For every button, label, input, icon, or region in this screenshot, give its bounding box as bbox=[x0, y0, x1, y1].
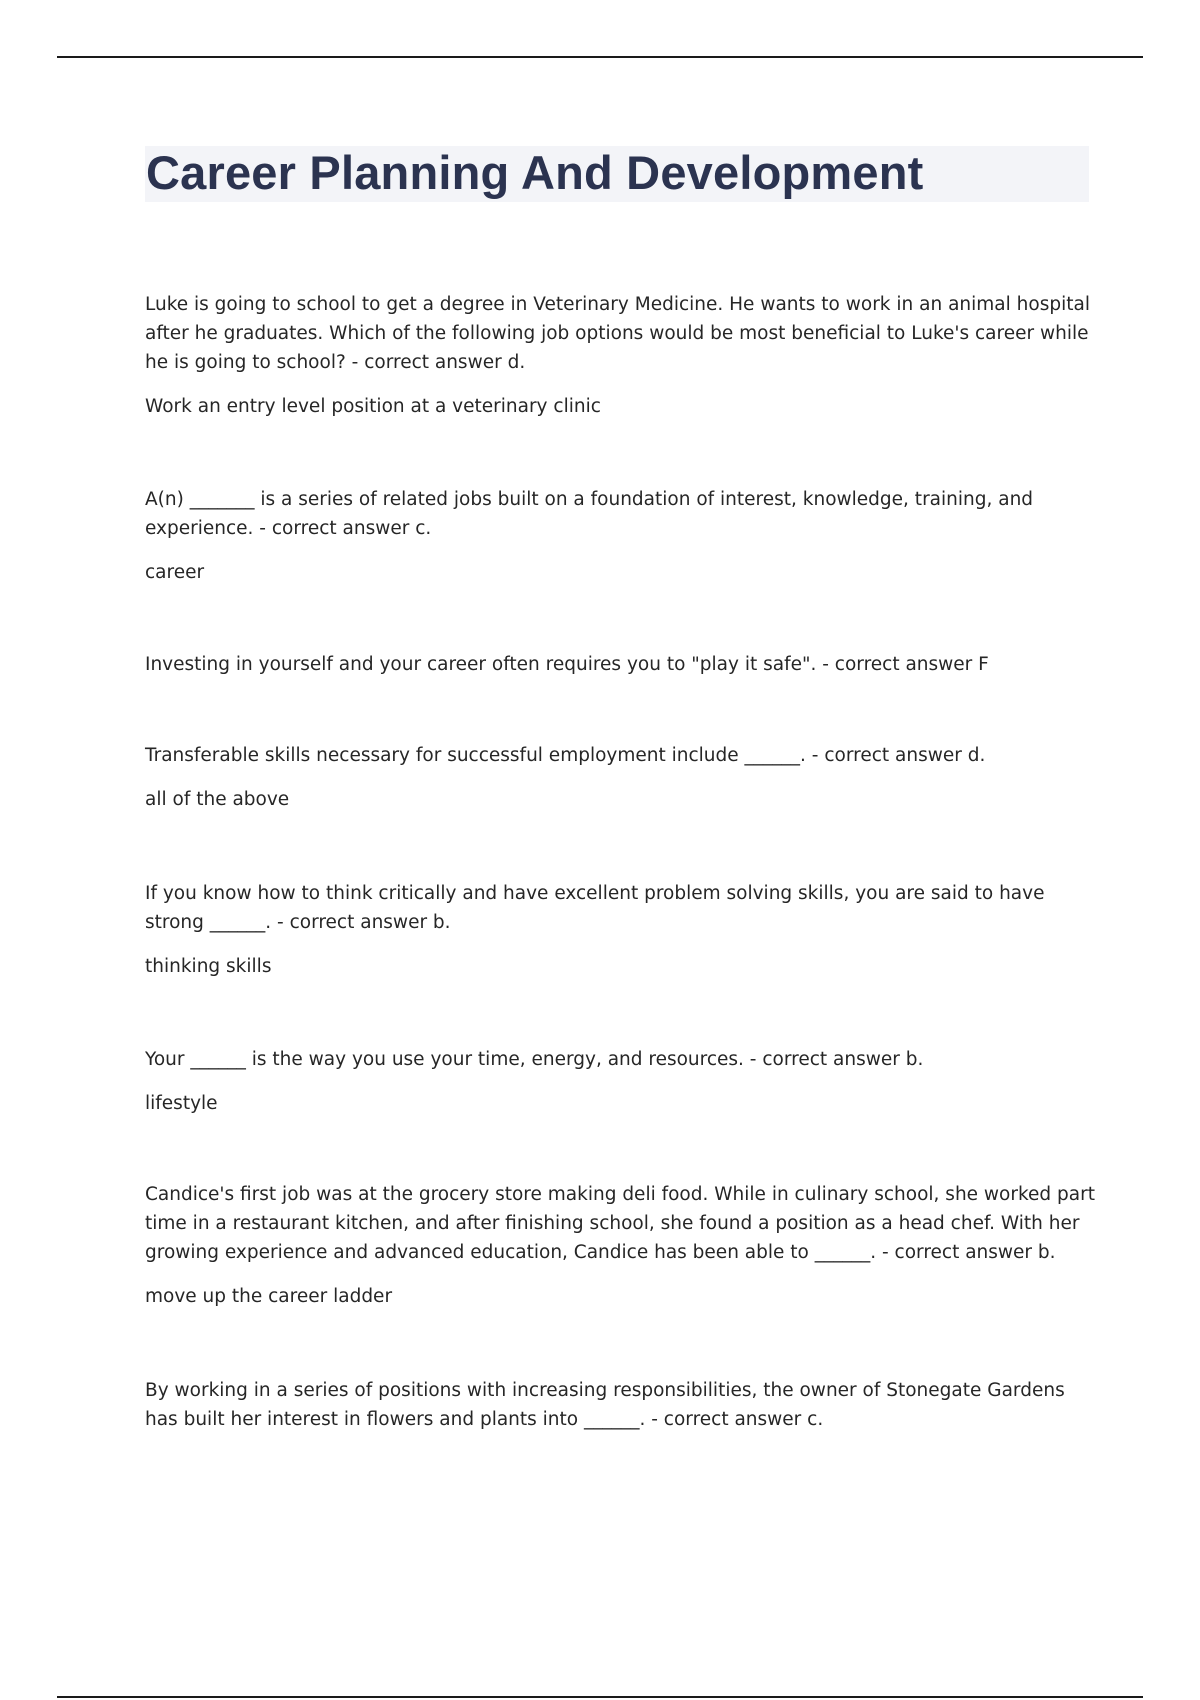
question-text: Candice's first job was at the grocery store making deli food. While in culinary school, she worked part time in a restaurant kitchen, and after finishing school, she found a position as a head chef. With her growing experience and advanced education, Candice has been able to ______. - correct answer b. bbox=[145, 1184, 1095, 1263]
qa-item-3 bbox=[145, 650, 1095, 679]
answer-text: career bbox=[145, 562, 205, 583]
question-text: Luke is going to school to get a degree in Veterinary Medicine. He wants to work in an animal hospital after he graduates. Which of the following job options would be most beneficial to Luke's career while he is going to school? - correct answer d. bbox=[145, 294, 1090, 373]
answer-text: all of the above bbox=[145, 789, 290, 810]
answer-text: Work an entry level position at a veterinary clinic bbox=[145, 396, 601, 417]
qa-item-1 bbox=[145, 290, 1095, 421]
question-text: Your ______ is the way you use your time, energy, and resources. - correct answer b. bbox=[145, 1049, 924, 1070]
bottom-rule bbox=[57, 1696, 1143, 1698]
qa-item-2 bbox=[145, 485, 1095, 587]
question-text: If you know how to think critically and have excellent problem solving skills, you are said to have strong ______. - correct answer b. bbox=[145, 883, 1045, 933]
answer-text: thinking skills bbox=[145, 956, 272, 977]
qa-item-6 bbox=[145, 1045, 1095, 1118]
answer-text: lifestyle bbox=[145, 1093, 218, 1114]
question-text: Transferable skills necessary for successful employment include ______. - correct answer d. bbox=[145, 745, 986, 766]
question-text: A(n) _______ is a series of related jobs built on a foundation of interest, knowledge, training, and experience. - correct answer c. bbox=[145, 489, 1034, 539]
qa-item-8 bbox=[145, 1376, 1095, 1434]
qa-item-7 bbox=[145, 1180, 1095, 1311]
question-text: Investing in yourself and your career often requires you to "play it safe". - correct answer F bbox=[145, 654, 989, 675]
qa-item-5 bbox=[145, 879, 1095, 981]
top-rule bbox=[57, 56, 1143, 58]
page-title: Career Planning And Development bbox=[146, 146, 924, 199]
question-text: By working in a series of positions with increasing responsibilities, the owner of Stonegate Gardens has built her interest in flowers and plants into ______. - correct answer c. bbox=[145, 1380, 1065, 1430]
qa-item-4 bbox=[145, 741, 1095, 814]
answer-text: move up the career ladder bbox=[145, 1286, 393, 1307]
